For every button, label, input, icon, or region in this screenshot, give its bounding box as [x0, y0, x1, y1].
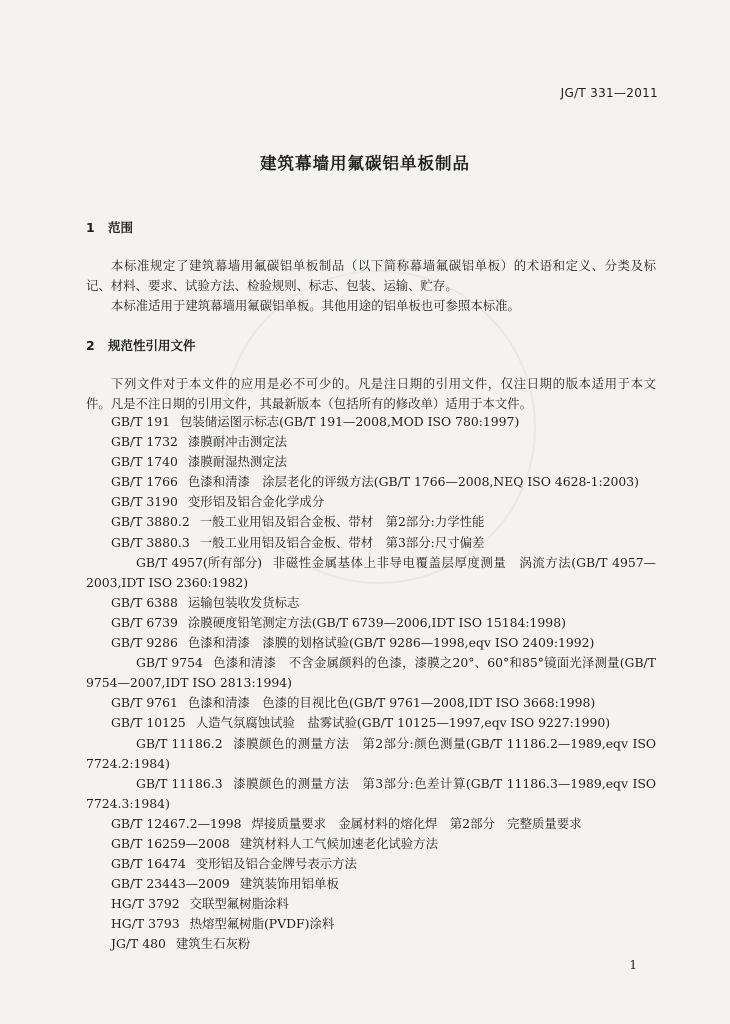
reference-code: GB/T 9761 [111, 695, 178, 711]
section-1-heading [86, 218, 133, 236]
reference-code: GB/T 3880.2 [111, 514, 190, 530]
reference-item [86, 492, 656, 512]
reference-item [86, 814, 656, 834]
reference-title: 色漆和清漆 涂层老化的评级方法(GB/T 1766—2008,NEQ ISO 4628-1:2003) [187, 474, 639, 490]
reference-title: 人造气氛腐蚀试验 盐雾试验(GB/T 10125—1997,eqv ISO 9227:1990) [195, 715, 611, 731]
reference-item [86, 653, 656, 693]
document-title: 建筑幕墙用氟碳铝单板制品 [260, 154, 470, 173]
reference-code: GB/T 16259—2008 [111, 835, 230, 851]
reference-code: JG/T 480 [111, 936, 166, 952]
reference-code: GB/T 1766 [111, 474, 178, 490]
reference-item [86, 774, 656, 814]
section-number: 1 [86, 220, 95, 235]
section-title: 范围 [108, 220, 134, 235]
reference-title: 色漆和清漆 漆膜的划格试验(GB/T 9286—1998,eqv ISO 2409:1992) [187, 635, 595, 651]
reference-title: 漆膜耐湿热测定法 [187, 454, 288, 470]
reference-title: 涂膜硬度铅笔测定方法(GB/T 6739—2006,IDT ISO 15184:1998) [187, 614, 566, 630]
reference-title: 包装储运图示标志(GB/T 191—2008,MOD ISO 780:1997) [180, 414, 520, 429]
paragraph: 本标准规定了建筑幕墙用氟碳铝单板制品（以下简称幕墙氟碳铝单板）的术语和定义、分类及标记、材料、要求、试验方法、检验规则、标志、包装、运输、贮存。 [86, 258, 656, 293]
reference-item [86, 693, 656, 713]
section-title: 规范性引用文件 [108, 338, 196, 353]
reference-title: 热熔型氟树脂(PVDF)涂料 [189, 916, 335, 932]
reference-code: HG/T 3793 [111, 916, 180, 932]
reference-item [86, 633, 656, 653]
reference-title: 一般工业用铝及铝合金板、带材 第2部分:力学性能 [199, 514, 485, 530]
reference-title: 变形铝及铝合金牌号表示方法 [195, 856, 357, 872]
reference-title: 漆膜颜色的测量方法 第3部分:色差计算(GB/T 11186.3—1989,eqv ISO 7724.3:1984) [86, 775, 656, 811]
reference-item [86, 613, 656, 633]
reference-code: GB/T 11186.3 [136, 775, 223, 791]
reference-item [86, 713, 656, 733]
standard-code: JG/T 331—2011 [560, 86, 658, 100]
reference-title: 色漆和清漆 色漆的目视比色(GB/T 9761—2008,IDT ISO 3668:1998) [187, 695, 596, 711]
reference-code: GB/T 1740 [111, 454, 178, 470]
reference-code: GB/T 9754 [136, 655, 203, 671]
reference-item [86, 533, 656, 553]
reference-item [86, 432, 656, 452]
reference-title: 运输包装收发货标志 [187, 594, 300, 610]
reference-code: GB/T 12467.2—1998 [111, 815, 242, 831]
reference-title: 变形铝及铝合金化学成分 [187, 494, 325, 510]
reference-item [86, 914, 656, 934]
reference-item [86, 412, 656, 432]
reference-item [86, 734, 656, 774]
reference-title: 漆膜耐冲击测定法 [187, 434, 288, 450]
reference-code: GB/T 3880.3 [111, 534, 190, 550]
reference-item [86, 512, 656, 532]
reference-item [86, 834, 656, 854]
reference-code: GB/T 10125 [111, 715, 186, 731]
reference-code: HG/T 3792 [111, 896, 180, 912]
reference-title: 焊接质量要求 金属材料的熔化焊 第2部分 完整质量要求 [251, 815, 582, 831]
reference-title: 建筑生石灰粉 [175, 936, 251, 952]
reference-item [86, 593, 656, 613]
reference-item [86, 854, 656, 874]
reference-item [86, 452, 656, 472]
reference-code: GB/T 3190 [111, 494, 178, 510]
reference-item [86, 894, 656, 914]
reference-title: 色漆和清漆 不含金属颜料的色漆，漆膜之20°、60°和85°镜面光泽测量(GB/T 9754—2007,IDT ISO 2813:1994) [86, 655, 656, 691]
reference-item [86, 874, 656, 894]
reference-code: GB/T 11186.2 [136, 735, 223, 751]
reference-code: GB/T 16474 [111, 856, 186, 872]
reference-code: GB/T 4957(所有部分) [136, 554, 263, 570]
reference-list [86, 412, 656, 955]
section-1-body [86, 256, 656, 316]
reference-title: 一般工业用铝及铝合金板、带材 第3部分:尺寸偏差 [199, 534, 485, 550]
section-2-intro [86, 374, 656, 414]
section-2-heading [86, 336, 196, 354]
reference-code: GB/T 6739 [111, 614, 178, 630]
reference-title: 非磁性金属基体上非导电覆盖层厚度测量 涡流方法(GB/T 4957—2003,IDT ISO 2360:1982) [86, 554, 656, 590]
reference-title: 建筑材料人工气候加速老化试验方法 [239, 835, 438, 851]
page-number: 1 [629, 958, 637, 972]
reference-item [86, 934, 656, 954]
reference-item [86, 553, 656, 593]
reference-title: 交联型氟树脂涂料 [189, 896, 289, 912]
reference-code: GB/T 1732 [111, 434, 178, 450]
paragraph: 本标准适用于建筑幕墙用氟碳铝单板。其他用途的铝单板也可参照本标准。 [111, 298, 520, 313]
paragraph: 下列文件对于本文件的应用是必不可少的。凡是注日期的引用文件，仅注日期的版本适用于本文件。凡是不注日期的引用文件，其最新版本（包括所有的修改单）适用于本文件。 [86, 376, 656, 411]
reference-title: 漆膜颜色的测量方法 第2部分:颜色测量(GB/T 11186.2—1989,eqv ISO 7724.2:1984) [86, 735, 656, 771]
reference-code: GB/T 191 [111, 414, 171, 429]
reference-code: GB/T 6388 [111, 594, 178, 610]
reference-code: GB/T 9286 [111, 635, 178, 651]
section-number: 2 [86, 338, 95, 353]
reference-item [86, 472, 656, 492]
reference-code: GB/T 23443—2009 [111, 876, 230, 892]
reference-title: 建筑装饰用铝单板 [239, 876, 339, 892]
